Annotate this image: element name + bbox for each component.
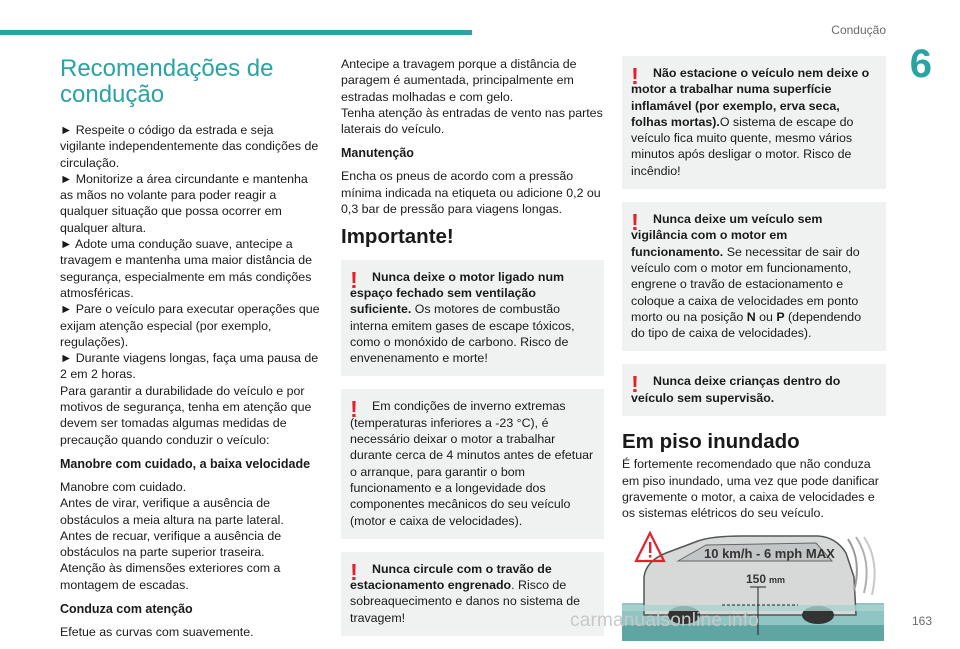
drive-text: Efetue as curvas com suavemente. <box>60 625 254 640</box>
warning-box <box>622 202 886 351</box>
warning-bold: Nunca circule com o travão de estacionamento engrenado <box>350 561 552 593</box>
warning-bold: Nunca deixe um veículo sem vigilância com o motor em funcionamento. <box>631 212 823 259</box>
page-title: Recomendações de condução <box>60 55 274 108</box>
heading-maintenance: Manutenção <box>341 146 414 161</box>
page-number: 163 <box>911 614 932 628</box>
warning-text: ou <box>755 309 777 324</box>
column-right <box>622 56 886 643</box>
warning-icon: ! <box>350 266 358 293</box>
warning-text: . Risco de sobreaquecimento e danos no sistema de travagem! <box>350 578 581 625</box>
wind-paragraph: Tenha atenção às entradas de vento nas partes laterais do veículo. <box>341 105 603 137</box>
warning-bold: Nunca deixe o motor ligado num espaço fechado sem ventilação suficiente. <box>350 269 565 317</box>
intro-item: ► Monitorize a área circundante e mantenha as mãos no volante para poder reagir a qualquer situação que possa ocorrer em qualquer altura. <box>60 171 308 235</box>
warning-box <box>622 56 886 189</box>
intro-item: ► Respeite o código da estrada e seja vigilante independentemente das condições de circulação. <box>60 123 319 170</box>
heading-careful-manoeuvre: Manobre com cuidado, a baixa velocidade <box>60 456 311 471</box>
watermark: carmanualsonline.info <box>570 610 760 631</box>
warning-icon: ! <box>631 209 639 236</box>
warning-bold: Nunca deixe crianças dentro do veículo sem supervisão. <box>631 374 841 405</box>
intro-item: ► Pare o veículo para executar operações que exijam atenção especial (por exemplo, regulações). <box>60 302 320 349</box>
intro-paragraph: Para garantir a durabilidade do veículo e por motivos de segurança, tenha em atenção que devem ser tomadas algumas medidas de precaução quando conduzir o veículo: <box>60 383 312 447</box>
care-line: Antes de recuar, verifique a ausência de obstáculos na parte superior traseira. <box>60 528 282 560</box>
warning-box <box>341 552 604 636</box>
heading-drive-attentively: Conduza com atenção <box>60 602 193 617</box>
maintenance-text: Encha os pneus de acordo com a pressão mínima indicada na etiqueta ou adicione 0,2 ou 0,3 bar de pressão para viagens longas. <box>341 169 601 217</box>
warning-icon: ! <box>631 371 639 398</box>
warning-box <box>341 260 604 377</box>
care-line: Manobre com cuidado. <box>60 479 187 494</box>
column-middle <box>341 56 604 649</box>
warning-text: (dependendo do tipo de caixa de velocidades). <box>631 309 862 341</box>
intro-item: ► Adote uma condução suave, antecipe a travagem e mantenha uma maior distância de segurança, especialmente em más condições atmosféricas. <box>60 237 313 300</box>
warning-text: Se necessitar de sair do veículo com o motor em funcionamento, engrene o travão de estacionamento e coloque a caixa de velocidades em ponto morto ou na posição <box>631 244 860 324</box>
heading-important: Importante! <box>341 225 454 249</box>
warning-text: O sistema de escape do veículo fica muito quente, mesmo vários minutos após desligar o motor. Risco de incêndio! <box>631 114 854 178</box>
warning-bold: Não estacione o veículo nem deixe o motor a trabalhar numa superfície inflamável (por exemplo, erva seca, folhas mortas). <box>631 66 870 129</box>
gear-p: P <box>776 309 785 324</box>
column-left <box>60 56 322 640</box>
intro-item: ► Durante viagens longas, faça uma pausa de 2 em 2 horas. <box>60 351 319 382</box>
chapter-number: 6 <box>909 42 932 86</box>
care-line: Atenção às dimensões exteriores com a montagem de escadas. <box>60 561 281 592</box>
water-depth-unit: mm <box>769 574 786 585</box>
header-accent-bar <box>0 30 472 35</box>
warning-text: Os motores de combustão interna emitem gases de escape tóxicos, como o monóxido de carbono. Risco de envenenamento e morte! <box>350 302 575 366</box>
gear-n: N <box>746 309 756 324</box>
warning-icon: ! <box>631 63 639 89</box>
warning-icon: ! <box>350 558 358 585</box>
warning-box <box>341 389 604 538</box>
care-line: Antes de virar, verifique a ausência de obstáculos a meia altura na parte lateral. <box>60 496 284 527</box>
speed-limit-label: 10 km/h - 6 mph MAX <box>704 545 835 561</box>
water-depth-value: 150 <box>746 571 767 586</box>
heading-flooded-road: Em piso inundado <box>622 430 800 454</box>
flooded-text: É fortemente recomendado que não conduza em piso inundado, uma vez que pode danificar gravemente o motor, a caixa de velocidades e os sistemas elétricos do seu veículo. <box>622 457 879 521</box>
section-title: Condução <box>831 23 886 37</box>
warning-text: Em condições de inverno extremas (temperaturas inferiores a -23 °C), é necessário deixar o motor a trabalhar durante cerca de 4 minutos antes de efetuar o arranque, para garantir o bom funcionamento e a longevidade dos componentes mecânicos do seu veículo (motor e caixa de velocidades). <box>350 399 594 528</box>
warning-icon: ! <box>350 396 358 423</box>
braking-paragraph: Antecipe a travagem porque a distância de paragem é aumentada, principalmente em estradas molhadas e com gelo. <box>341 57 577 104</box>
warning-box <box>622 364 886 416</box>
